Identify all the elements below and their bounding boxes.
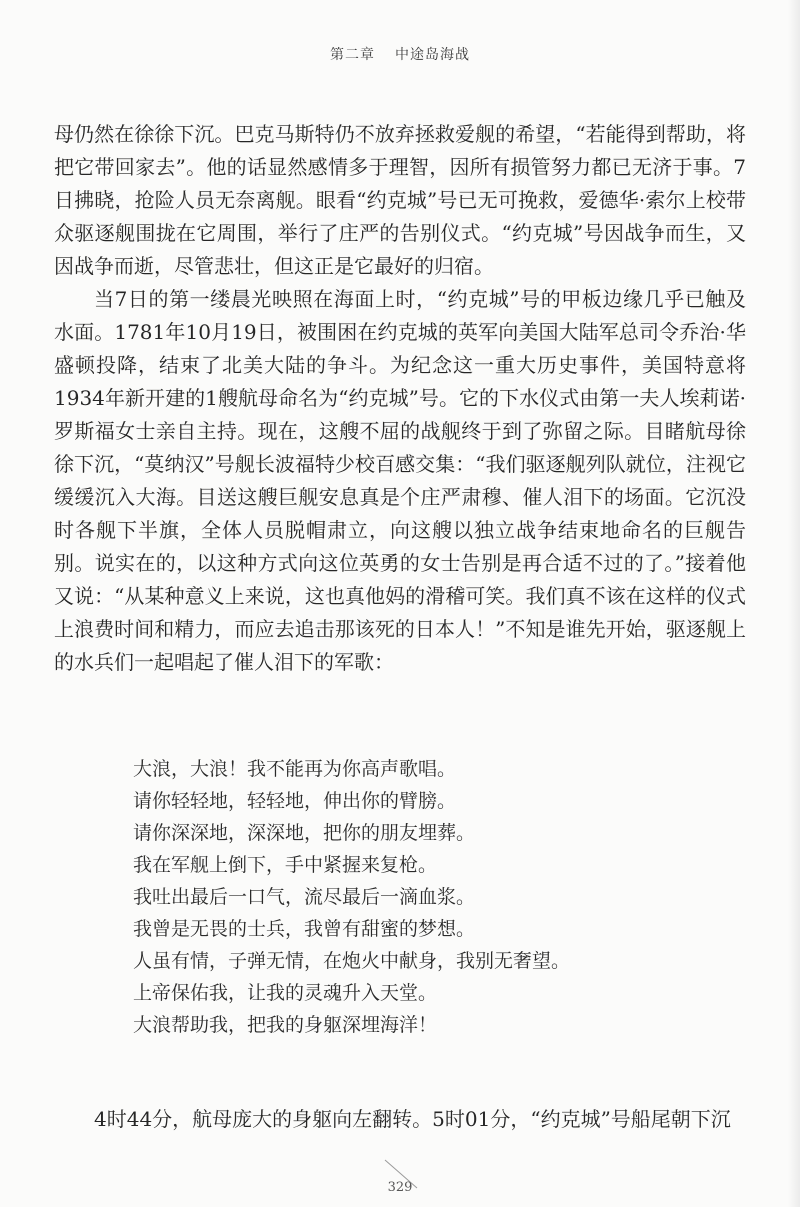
- closing-paragraph: 4时44分，航母庞大的身躯向左翻转。5时01分，“约克城”号船尾朝下沉: [94, 1107, 731, 1131]
- paragraph-1: 母仍然在徐徐下沉。巴克马斯特仍不放弃拯救爱舰的希望，“若能得到帮助，将把它带回家去”。他的话显然感情多于理智，因所有损管努力都已无济于事。7日拂晓，抢险人员无奈离舰。眼看“约克城”号已无可挽救，爱德华·索尔上校带众驱逐舰围拢在它周围，举行了庄严的告别仪式。“约克城”号因战争而生，又因战争而逝，尽管悲壮，但这正是它最好的归宿。: [54, 122, 746, 278]
- lyric-line: 请你深深地，深深地，把你的朋友埋葬。: [133, 822, 476, 844]
- lyric-line: 大浪，大浪！我不能再为你高声歌唱。: [133, 758, 457, 780]
- paragraph-2: 当7日的第一缕晨光映照在海面上时，“约克城”号的甲板边缘几乎已触及水面。1781年10月19日，被围困在约克城的英军向美国大陆军总司令乔治·华盛顿投降，结束了北美大陆的争斗。为纪念这一重大历史事件，美国特意将1934年新开建的1艘航母命名为“约克城”号。它的下水仪式由第一夫人埃莉诺·罗斯福女士亲自主持。现在，这艘不屈的战舰终于到了弥留之际。目睹航母徐徐下沉，“莫纳汉”号舰长波福特少校百感交集：“我们驱逐舰列队就位，注视它缓缓沉入大海。目送这艘巨舰安息真是个庄严肃穆、催人泪下的场面。它沉没时各舰下半旗，全体人员脱帽肃立，向这艘以独立战争结束地命名的巨舰告别。说实在的，以这种方式向这位英勇的女士告别是再合适不过的了。”接着他又说：“从某种意义上来说，这也真他妈的滑稽可笑。我们真不该在这样的仪式上浪费时间和精力，而应去追击那该死的日本人！”不知是谁先开始，驱逐舰上的水兵们一起唱起了催人泪下的军歌：: [54, 287, 746, 674]
- song-lyrics: [133, 753, 733, 1041]
- lyric-line: 请你轻轻地，轻轻地，伸出你的臂膀。: [133, 790, 457, 812]
- page-edge-shadow: [788, 0, 800, 1207]
- chapter-title: 中途岛海战: [395, 47, 470, 63]
- lyric-line: 我曾是无畏的士兵，我曾有甜蜜的梦想。: [133, 918, 476, 940]
- lyric-line: 大浪帮助我，把我的身躯深埋海洋！: [133, 1014, 438, 1036]
- lyric-line: 上帝保佑我，让我的灵魂升入天堂。: [133, 982, 438, 1004]
- lyric-line: 我在军舰上倒下，手中紧握来复枪。: [133, 854, 438, 876]
- body-text: [54, 118, 746, 679]
- lyric-line: 人虽有情，子弹无情，在炮火中献身，我别无奢望。: [133, 950, 571, 972]
- page-number: 329: [387, 1180, 413, 1195]
- running-head: [0, 44, 800, 64]
- lyric-line: 我吐出最后一口气，流尽最后一滴血浆。: [133, 886, 476, 908]
- chapter-label: 第二章: [330, 47, 375, 63]
